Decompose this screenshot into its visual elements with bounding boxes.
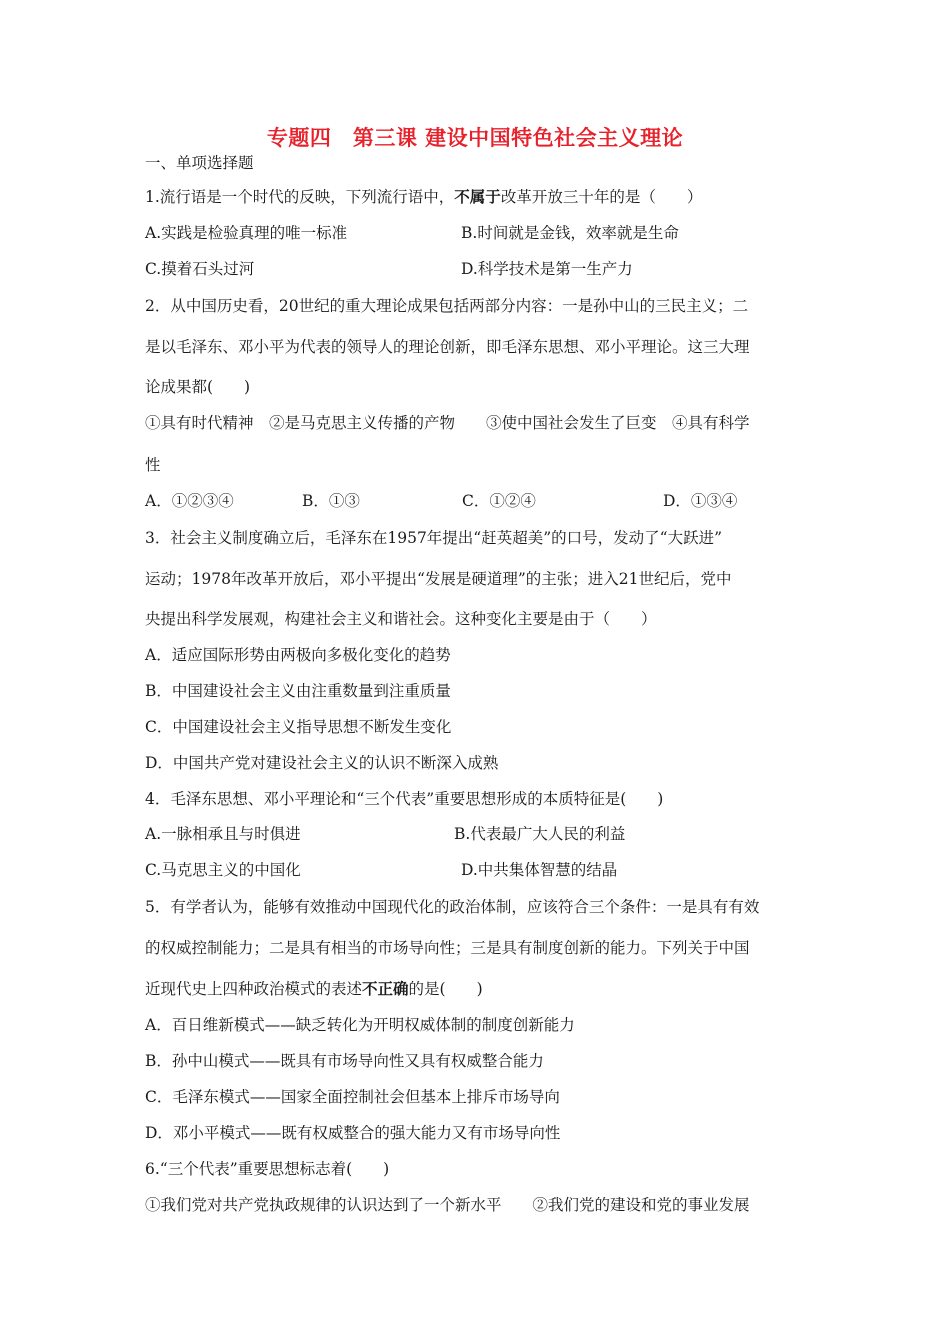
question-5-option-a: A．百日维新模式——缺乏转化为开明权威体制的制度创新能力 bbox=[145, 1016, 575, 1034]
question-5-line-2: 的权威控制能力；二是具有相当的市场导向性；三是具有制度创新的能力。下列关于中国 bbox=[145, 939, 750, 957]
question-4-option-b: B.代表最广大人民的利益 bbox=[454, 825, 626, 843]
question-1-stem-post: 改革开放三十年的是（ ） bbox=[500, 188, 703, 206]
question-5-line-1: 5．有学者认为，能够有效推动中国现代化的政治体制，应该符合三个条件：一是具有有效 bbox=[145, 898, 760, 916]
document-title: 专题四 第三课 建设中国特色社会主义理论 bbox=[266, 126, 684, 150]
question-2-line-2: 是以毛泽东、邓小平为代表的领导人的理论创新，即毛泽东思想、邓小平理论。这三大理 bbox=[145, 338, 750, 356]
question-2-option-a: A．①②③④ bbox=[145, 492, 234, 510]
question-2-line-5: 性 bbox=[145, 456, 161, 474]
question-4-option-a: A.一脉相承且与时俱进 bbox=[145, 825, 301, 843]
question-3-line-2: 运动；1978年改革开放后，邓小平提出“发展是硬道理”的主张；进入21世纪后，党中 bbox=[145, 570, 732, 588]
question-5-line-3 bbox=[145, 979, 483, 999]
question-6-stem: 6.“三个代表”重要思想标志着( ) bbox=[145, 1160, 390, 1178]
question-1-emphasis: 不属于 bbox=[454, 188, 501, 206]
question-5-line-3-pre: 近现代史上四种政治模式的表述 bbox=[145, 980, 363, 998]
question-2-line-3: 论成果都( ) bbox=[145, 378, 251, 396]
question-5-option-d: D．邓小平模式——既有权威整合的强大能力又有市场导向性 bbox=[145, 1124, 561, 1142]
question-1-option-d: D.科学技术是第一生产力 bbox=[461, 260, 633, 278]
question-4-option-d: D.中共集体智慧的结晶 bbox=[461, 861, 618, 879]
question-1-stem bbox=[145, 187, 702, 207]
question-5-option-b: B．孙中山模式——既具有市场导向性又具有权威整合能力 bbox=[145, 1052, 544, 1070]
question-5-line-3-post: 的是( ) bbox=[408, 980, 483, 998]
question-3-line-1: 3．社会主义制度确立后，毛泽东在1957年提出“赶英超美”的口号，发动了“大跃进” bbox=[145, 529, 723, 547]
question-3-option-c: C．中国建设社会主义指导思想不断发生变化 bbox=[145, 718, 452, 736]
section-heading: 一、单项选择题 bbox=[145, 154, 254, 172]
question-3-option-a: A．适应国际形势由两极向多极化变化的趋势 bbox=[145, 646, 451, 664]
question-3-line-3: 央提出科学发展观，构建社会主义和谐社会。这种变化主要是由于（ ） bbox=[145, 610, 657, 628]
question-1-stem-pre: 1.流行语是一个时代的反映，下列流行语中， bbox=[145, 188, 455, 206]
question-6-line-2: ①我们党对共产党执政规律的认识达到了一个新水平 ②我们党的建设和党的事业发展 bbox=[145, 1196, 750, 1214]
question-5-option-c: C．毛泽东模式——国家全面控制社会但基本上排斥市场导向 bbox=[145, 1088, 560, 1106]
question-3-option-b: B．中国建设社会主义由注重数量到注重质量 bbox=[145, 682, 451, 700]
question-2-option-d: D．①③④ bbox=[663, 492, 738, 510]
question-1-option-c: C.摸着石头过河 bbox=[145, 260, 255, 278]
question-1-option-b: B.时间就是金钱，效率就是生命 bbox=[461, 224, 679, 242]
question-1-option-a: A.实践是检验真理的唯一标准 bbox=[145, 224, 348, 242]
question-3-option-d: D．中国共产党对建设社会主义的认识不断深入成熟 bbox=[145, 754, 499, 772]
question-5-emphasis: 不正确 bbox=[362, 980, 409, 998]
question-2-option-b: B．①③ bbox=[302, 492, 360, 510]
question-2-line-1: 2．从中国历史看，20世纪的重大理论成果包括两部分内容：一是孙中山的三民主义；二 bbox=[145, 297, 749, 315]
question-4-option-c: C.马克思主义的中国化 bbox=[145, 861, 301, 879]
question-2-option-c: C．①②④ bbox=[462, 492, 536, 510]
question-4-stem: 4．毛泽东思想、邓小平理论和“三个代表”重要思想形成的本质特征是( ) bbox=[145, 790, 664, 808]
question-2-line-4: ①具有时代精神 ②是马克思主义传播的产物 ③使中国社会发生了巨变 ④具有科学 bbox=[145, 414, 750, 432]
